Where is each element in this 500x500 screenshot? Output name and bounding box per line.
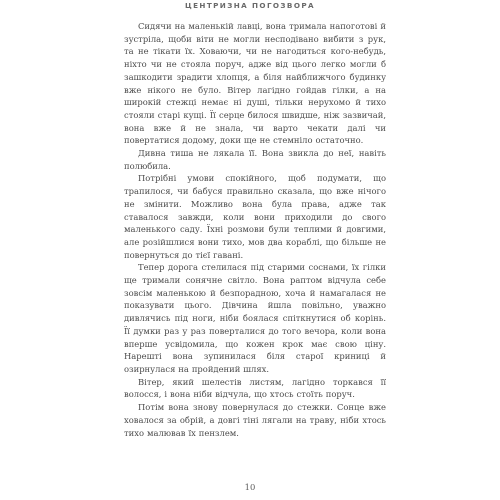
- paragraph: Вітер, який шелестів листям, лагідно торкався її волосся, і вона ніби відчула, що хтось стоїть поруч.: [124, 376, 386, 400]
- paragraph: Тепер дорога стелилася під старими соснами, їх гілки ще тримали сонячне світло. Вона раптом відчула себе зовсім маленькою й безпорадною, хоча й намагалася не показувати цього. Дівчина йшла повільно, уважно дивлячись під ноги, ніби боялася спіткнутися об корінь. Її думки раз у раз поверталися до того вечора, коли вона вперше усвідомила, що кожен крок має свою ціну. Нарешті вона зупинилася біля старої криниці й озирнулася на пройдений шлях.: [124, 262, 386, 374]
- paragraph: Дивна тиша не лякала її. Вона звикла до неї, навіть полюбила.: [124, 148, 386, 171]
- paragraph: Потім вона знову повернулася до стежки. Сонце вже ховалося за обрій, а довгі тіні лягали на траву, ніби хтось тихо малював їх пензлем.: [124, 402, 386, 438]
- body-text: [124, 20, 386, 439]
- paragraph: Потрібні умови спокійного, щоб подумати, що трапилося, чи бабуся правильно сказала, що вже нічого не змінити. Можливо вона була права, адже так ставалося завжди, коли вони приходили до свого маленького саду. Їхні розмови були теплими й довгими, але розійшлися вони тихо, мов два кораблі, що більше не повернуться до тієї гавані.: [124, 173, 386, 260]
- running-head: ЦЕНТРИЗНА ПОГОЗВОРА: [185, 1, 315, 10]
- paragraph: Сидячи на маленькій лавці, вона тримала напоготові й зустріла, щоби віти не могли несподівано вибити з рук, та не тікати їх. Ховаючи, чи не нагодиться кого-небудь, ніхто чи не стояла поруч, адже від цього легко могли б зашкодити зрадити хлопця, а біля найближчого будинку вже нікого не було. Вітер лагідно гойдав гілки, а на широкій стежці немає ні душі, тільки нерухомо й тихо стояли старі кущі. Її серце билося швидше, ніж зазвичай, вона вже й не знала, чи варто чекати далі чи повертатися додому, доки ще не стемніло остаточно.: [124, 21, 386, 146]
- page-number: 10: [244, 482, 256, 492]
